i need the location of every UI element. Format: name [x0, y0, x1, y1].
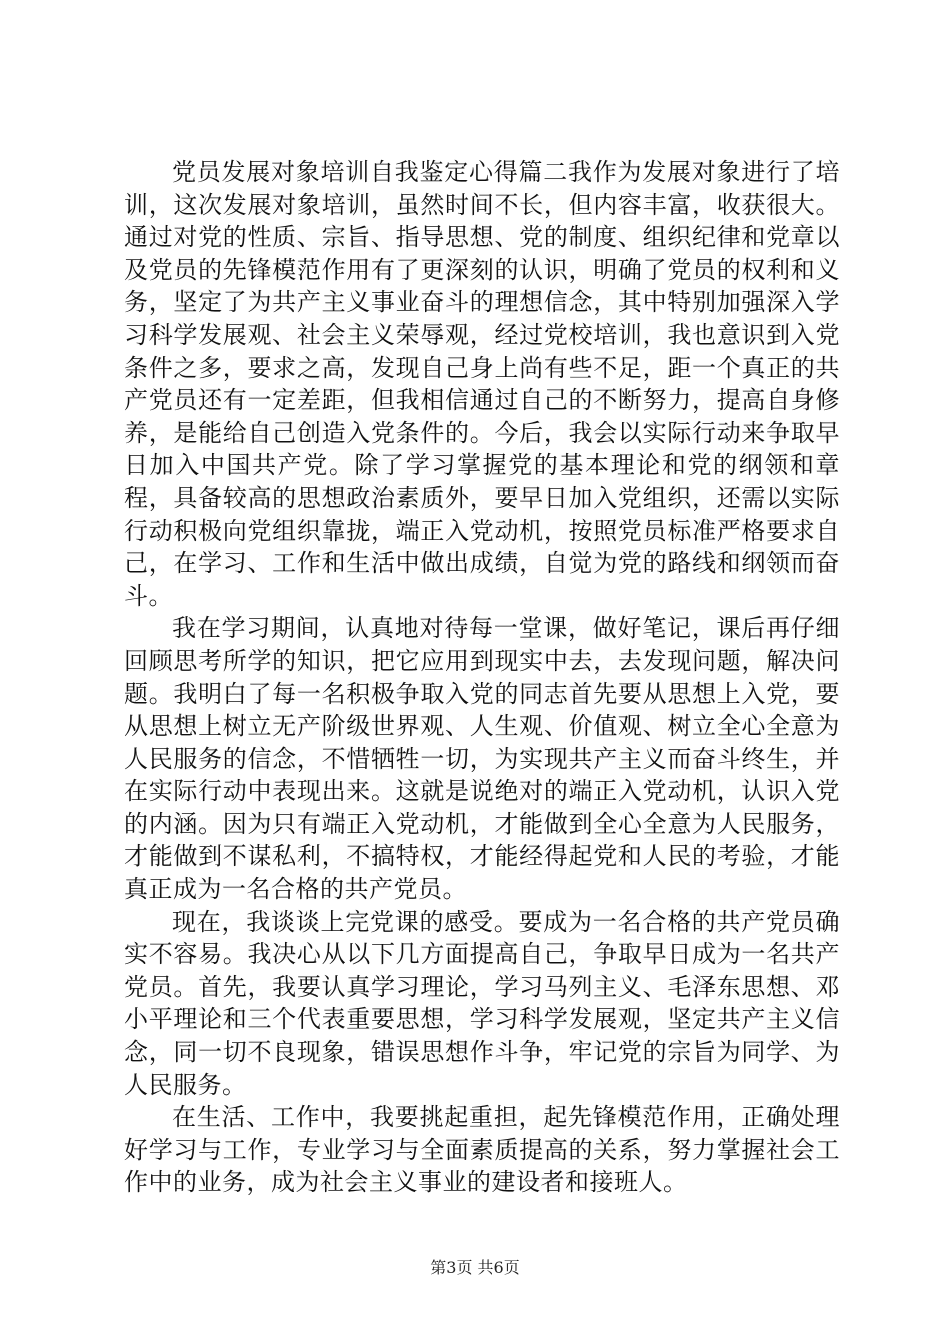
- paragraph-3: 现在，我谈谈上完党课的感受。要成为一名合格的共产党员确实不容易。我决心从以下几方面提高自己，争取早日成为一名共产党员。首先，我要认真学习理论，学习马列主义、毛泽东思想、邓小平理论和三个代表重要思想，学习科学发展观，坚定共产主义信念，同一切不良现象，错误思想作斗争，牢记党的宗旨为同学、为人民服务。: [124, 907, 840, 1099]
- paragraph-1: 党员发展对象培训自我鉴定心得篇二我作为发展对象进行了培训，这次发展对象培训，虽然时间不长，但内容丰富，收获很大。通过对党的性质、宗旨、指导思想、党的制度、组织纪律和党章以及党员的先锋模范作用有了更深刻的认识，明确了党员的权利和义务，坚定了为共产主义事业奋斗的理想信念，其中特别加强深入学习科学发展观、社会主义荣辱观，经过党校培训，我也意识到入党条件之多，要求之高，发现自己身上尚有些不足，距一个真正的共产党员还有一定差距，但我相信通过自己的不断努力，提高自身修养，是能给自己创造入党条件的。今后，我会以实际行动来争取早日加入中国共产党。除了学习掌握党的基本理论和党的纲领和章程，具备较高的思想政治素质外，要早日加入党组织，还需以实际行动积极向党组织靠拢，端正入党动机，按照党员标准严格要求自己，在学习、工作和生活中做出成绩，自觉为党的路线和纲领而奋斗。: [124, 158, 840, 610]
- page-number-footer: 第3页 共6页: [430, 1258, 520, 1277]
- paragraph-2: 我在学习期间，认真地对待每一堂课，做好笔记，课后再仔细回顾思考所学的知识，把它应用到现实中去，去发现问题，解决问题。我明白了每一名积极争取入党的同志首先要从思想上入党，要从思想上树立无产阶级世界观、人生观、价值观、树立全心全意为人民服务的信念，不惜牺牲一切，为实现共产主义而奋斗终生，并在实际行动中表现出来。这就是说绝对的端正入党动机，认识入党的内涵。因为只有端正入党动机，才能做到全心全意为人民服务，才能做到不谋私利，不搞特权，才能经得起党和人民的考验，才能真正成为一名合格的共产党员。: [124, 614, 840, 904]
- paragraph-4: 在生活、工作中，我要挑起重担，起先锋模范作用，正确处理好学习与工作，专业学习与全面素质提高的关系，努力掌握社会工作中的业务，成为社会主义事业的建设者和接班人。: [124, 1103, 840, 1197]
- document-body: [124, 156, 840, 1199]
